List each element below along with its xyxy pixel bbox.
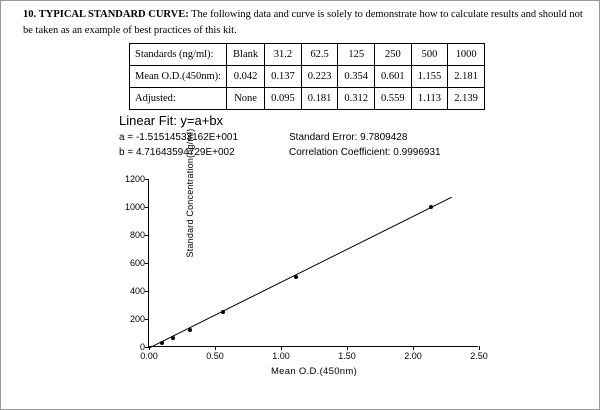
chart-x-tick-label: 1.00 [272,351,290,361]
section-number: 10. [23,9,37,20]
table-cell: None [227,88,265,110]
table-cell: 0.095 [265,88,302,110]
chart-y-tick-mark [145,263,149,264]
chart-data-point [429,205,433,209]
standards-table [129,43,485,110]
row-header: Standards (ng/ml): [130,44,227,66]
row-header: Mean O.D.(450nm): [130,66,227,88]
chart-data-point [188,328,192,332]
table-cell: 62.5 [301,44,338,66]
table-cell: 250 [375,44,412,66]
table-cell: 0.223 [301,66,338,88]
table-cell: 1000 [448,44,485,66]
chart-fit-line [149,179,478,346]
fit-coefficient-b: b = 4.71643594729E+002 [119,146,235,158]
fit-row-b [119,146,441,161]
table-cell: 0.354 [338,66,375,88]
chart-data-point [160,341,164,345]
chart-x-tick-mark [347,346,348,350]
chart-x-tick-label: 0.50 [206,351,224,361]
table-cell: 500 [411,44,448,66]
table-cell: 2.139 [448,88,485,110]
fit-correlation-coefficient: Correlation Coefficient: 0.9996931 [289,146,441,158]
table-cell: 1.155 [411,66,448,88]
chart-y-tick-label: 1200 [124,174,145,184]
table-cell: 1.113 [411,88,448,110]
chart-y-tick-label: 400 [129,286,145,296]
chart-y-tick-mark [145,235,149,236]
section-text: The following data and curve is solely to demonstrate how to calculate results and should not be taken as an example of best practices of this kit. [23,9,583,36]
table-cell: 0.312 [338,88,375,110]
table-row [130,66,485,88]
chart-x-tick-mark [479,346,480,350]
fit-title: Linear Fit: y=a+bx [119,113,224,128]
chart-y-tick-label: 0 [139,342,145,352]
section-label: TYPICAL STANDARD CURVE: [38,9,189,20]
table-cell: 0.137 [265,66,302,88]
table-cell: 2.181 [448,66,485,88]
table-cell: 125 [338,44,375,66]
fit-row-a [119,131,441,146]
row-header: Adjusted: [130,88,227,110]
chart-x-tick-mark [281,346,282,350]
chart-data-point [294,275,298,279]
chart-x-tick-label: 0.00 [140,351,158,361]
chart-x-tick-mark [215,346,216,350]
chart-x-axis-label: Mean O.D.(450nm) [270,366,358,377]
chart-data-point [171,336,175,340]
fit-stats [119,131,441,160]
chart-y-tick-mark [145,207,149,208]
section-intro [23,7,585,39]
chart-y-tick-label: 1000 [124,202,145,212]
chart-x-tick-label: 1.50 [338,351,356,361]
table-cell: 0.601 [375,66,412,88]
table-row [130,44,485,66]
chart-y-tick-label: 600 [129,258,145,268]
chart-x-tick-label: 2.50 [470,351,488,361]
chart-y-tick-mark [145,179,149,180]
chart-x-tick-mark [149,346,150,350]
chart-y-tick-label: 800 [129,230,145,240]
chart-x-tick-mark [413,346,414,350]
table-row [130,88,485,110]
fit-coefficient-a: a = -1.51514533162E+001 [119,132,238,143]
table-cell: 31.2 [265,44,302,66]
table-cell: 0.042 [227,66,265,88]
table-cell: Blank [227,44,265,66]
chart-x-tick-label: 2.00 [404,351,422,361]
chart-y-axis-label: Standard Concentration(ng/ml) [185,128,195,258]
chart-data-point [221,310,225,314]
fit-standard-error: Standard Error: 9.7809428 [289,132,408,143]
chart-y-tick-mark [145,291,149,292]
standards-table-body [130,44,485,110]
table-cell: 0.559 [375,88,412,110]
table-cell: 0.181 [301,88,338,110]
chart-y-tick-label: 200 [129,314,145,324]
linear-fit-block [119,113,441,160]
chart-y-tick-mark [145,319,149,320]
